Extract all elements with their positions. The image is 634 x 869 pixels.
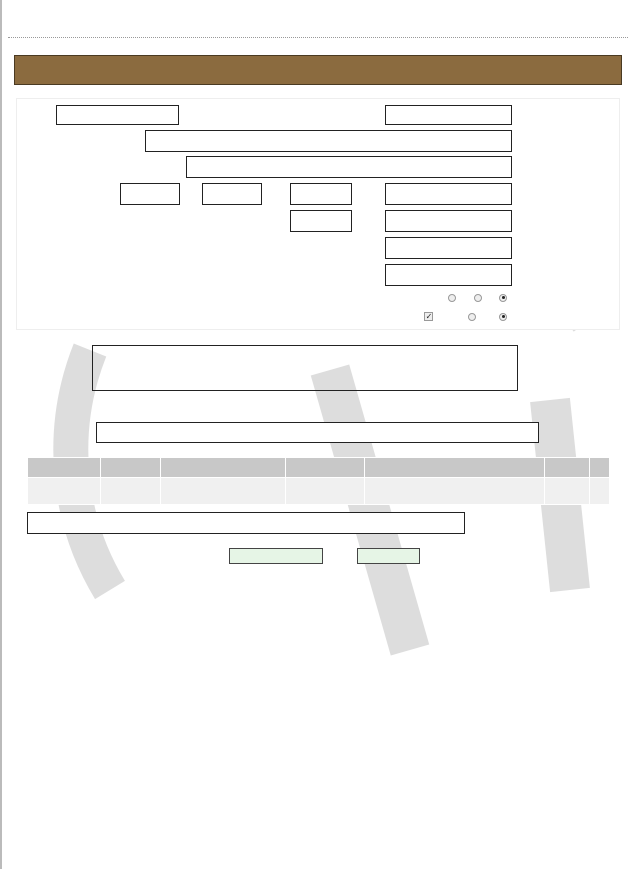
description-box [92,345,518,391]
deadline-date-field [385,183,512,205]
window-edge [0,0,2,869]
cell-name [365,478,545,505]
reply-button[interactable] [357,548,420,564]
radio-icon [468,313,476,321]
cell-group [160,478,285,505]
category-radio-group [445,293,507,303]
table-row [28,478,610,505]
col-row [590,458,610,478]
city-field [385,264,512,286]
goods-table [27,457,610,505]
col-name [365,458,545,478]
radio-goods[interactable] [496,293,507,303]
buyer-notes-field [27,512,465,534]
treasury-checkbox[interactable] [421,312,433,322]
goods-group-field [96,422,539,443]
cell-unit [285,478,365,505]
creator-field [186,156,512,178]
deadline-time-field [290,183,352,205]
process-radio-group [421,312,507,322]
radio-icon [474,294,482,302]
announce-field [56,105,179,125]
col-date [28,458,101,478]
validity-time-field [290,210,352,232]
validity-date-field [385,210,512,232]
buyer-org-field [145,130,512,152]
attachments-button[interactable] [229,548,323,564]
col-group [160,458,285,478]
need-number-field [385,105,512,125]
divider [8,37,628,38]
radio-icon [499,294,507,302]
checkmark-icon: ✓ [425,312,433,321]
radio-medium[interactable] [465,312,476,322]
days-field [202,183,262,205]
province-field [385,237,512,259]
radio-icon [448,294,456,302]
cell-date [28,478,101,505]
page-header [14,55,622,85]
col-qty [100,458,160,478]
remaining-time-field [120,183,180,205]
radio-minor[interactable] [496,312,507,322]
table-header-row [28,458,610,478]
col-code [545,458,590,478]
col-unit [285,458,365,478]
radio-goods-service[interactable] [445,293,456,303]
radio-icon [499,313,507,321]
cell-qty [100,478,160,505]
cell-row [590,478,610,505]
radio-service[interactable] [471,293,482,303]
cell-code [545,478,590,505]
